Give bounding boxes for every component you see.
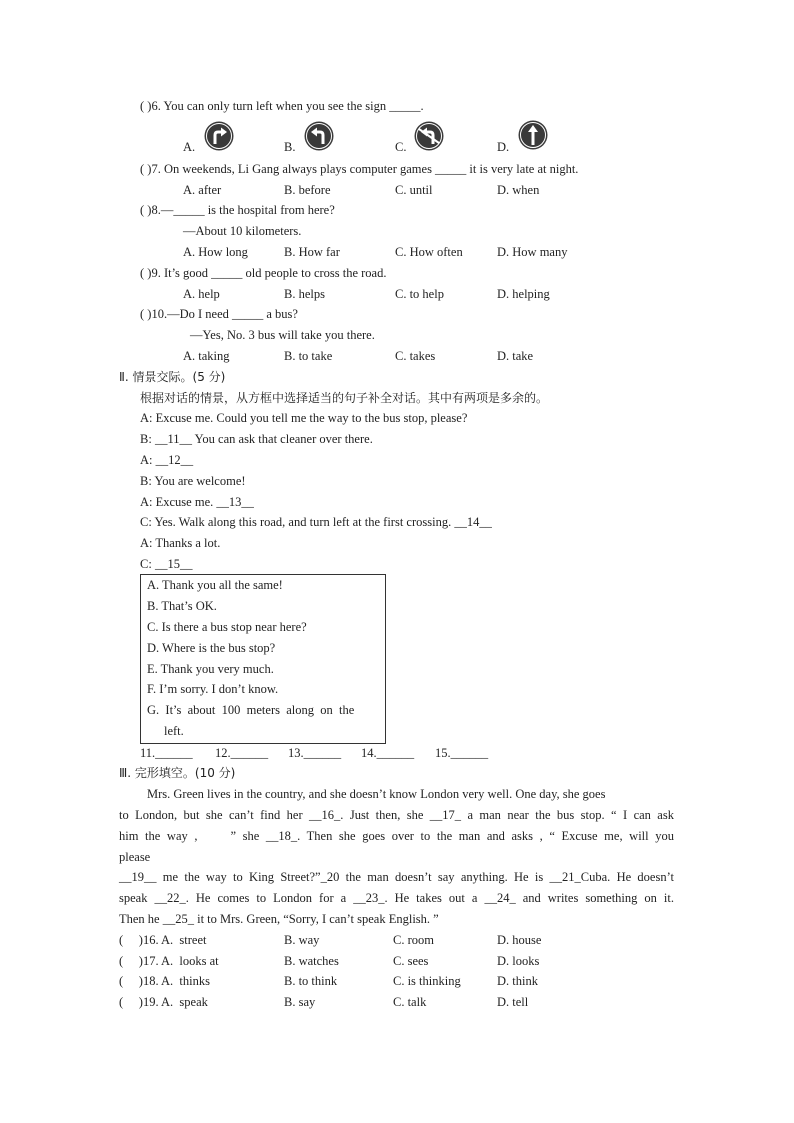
q6-option-a: A.	[183, 140, 196, 154]
q18-stem: ( )18. A. thinks	[119, 974, 210, 988]
q8-option-b: B. How far	[284, 245, 340, 259]
q9-option-a: A. help	[183, 287, 220, 301]
dialogue-line-8: C: __15__	[140, 557, 193, 571]
q10-option-c: C. takes	[395, 349, 436, 363]
blank-15[interactable]: __15__	[154, 557, 193, 571]
dialogue-line-7: A: Thanks a lot.	[140, 536, 221, 550]
q16-option-d: D. house	[497, 933, 542, 947]
box-option-b: B. That’s OK.	[147, 599, 217, 613]
answer-11[interactable]: 11.______	[140, 746, 193, 760]
passage-line-5: __19__ me the way to King Street?”_20 the man doesn’t say anything. He is __21_Cuba. He doesn’t	[119, 870, 675, 884]
section2-instruction: 根据对话的情景，从方框中选择适当的句子补全对话。其中有两项是多余的。	[140, 391, 549, 405]
dialogue-line-5: A: Excuse me. __13__	[140, 495, 254, 509]
passage-line-4: please	[119, 850, 151, 864]
passage-line-3: him the way , ” she __18_. Then she goes over to the man and asks , “ Excuse me, will you	[119, 829, 674, 843]
q10-stem: ( )10.—Do I need _____ a bus?	[140, 307, 298, 321]
blank-16[interactable]: __16_	[309, 808, 341, 822]
dialogue-line-1: A: Excuse me. Could you tell me the way to the bus stop, please?	[140, 411, 468, 425]
q6-option-d: D.	[497, 140, 510, 154]
q17-option-c: C. sees	[393, 954, 429, 968]
q10-option-b: B. to take	[284, 349, 333, 363]
q9-option-b: B. helps	[284, 287, 325, 301]
q18-option-c: C. is thinking	[393, 974, 461, 988]
q9-option-c: C. to help	[395, 287, 444, 301]
blank-17[interactable]: __17_	[429, 808, 462, 822]
passage-line-2: to London, but she can’t find her __16_. Just then, she __17_ a man near the bus stop. “ I can ask	[119, 808, 674, 822]
blank-24[interactable]: __24_	[484, 891, 516, 905]
box-option-e: E. Thank you very much.	[147, 662, 274, 676]
q18-option-d: D. think	[497, 974, 538, 988]
box-option-d: D. Where is the bus stop?	[147, 641, 276, 655]
q10-option-d: D. take	[497, 349, 534, 363]
q17-option-b: B. watches	[284, 954, 339, 968]
box-option-c: C. Is there a bus stop near here?	[147, 620, 307, 634]
dialogue-line-3: A: __12__	[140, 453, 194, 467]
q7-option-a: A. after	[183, 183, 222, 197]
section2-title: Ⅱ. 情景交际。(5 分)	[119, 370, 226, 384]
q10-answer: —Yes, No. 3 bus will take you there.	[190, 328, 375, 342]
q7-stem: ( )7. On weekends, Li Gang always plays computer games _____ it is very late at night.	[140, 162, 579, 176]
q9-stem: ( )9. It’s good _____ old people to cross the road.	[140, 266, 387, 280]
dialogue-line-2: B: __11__ You can ask that cleaner over there.	[140, 432, 373, 446]
turn-left-sign-icon	[304, 121, 334, 151]
q7-option-c: C. until	[395, 183, 433, 197]
answer-13[interactable]: 13.______	[288, 746, 342, 760]
q7-option-b: B. before	[284, 183, 331, 197]
blank-18[interactable]: __18_	[265, 829, 298, 843]
blank-22[interactable]: __22_	[154, 891, 186, 905]
section3-title: Ⅲ. 完形填空。(10 分)	[119, 766, 236, 780]
q19-option-b: B. say	[284, 995, 316, 1009]
q8-option-c: C. How often	[395, 245, 463, 259]
dialogue-line-6: C: Yes. Walk along this road, and turn left at the first crossing. __14__	[140, 515, 492, 529]
q6-stem: ( )6. You can only turn left when you see the sign _____.	[140, 99, 424, 113]
answer-12[interactable]: 12.______	[215, 746, 269, 760]
q8-option-a: A. How long	[183, 245, 248, 259]
q16-option-c: C. room	[393, 933, 434, 947]
q17-option-d: D. looks	[497, 954, 540, 968]
q16-option-b: B. way	[284, 933, 320, 947]
q16-stem: ( )16. A. street	[119, 933, 207, 947]
blank-13[interactable]: __13__	[216, 495, 254, 509]
blank-20[interactable]: _20	[320, 870, 340, 884]
q9-option-d: D. helping	[497, 287, 550, 301]
q17-stem: ( )17. A. looks at	[119, 954, 219, 968]
passage-line-7: Then he __25_ it to Mrs. Green, “Sorry, I can’t speak English. ”	[119, 912, 439, 926]
straight-ahead-sign-icon	[518, 120, 548, 150]
no-left-turn-sign-icon	[414, 121, 444, 151]
q19-option-c: C. talk	[393, 995, 427, 1009]
dialogue-line-4: B: You are welcome!	[140, 474, 246, 488]
q6-option-c: C.	[395, 140, 407, 154]
box-option-g: G. It’s about 100 meters along on the	[147, 703, 355, 717]
blank-21[interactable]: __21_	[549, 870, 581, 884]
turn-right-sign-icon	[204, 121, 234, 151]
box-option-a: A. Thank you all the same!	[147, 578, 283, 592]
q6-option-b: B.	[284, 140, 296, 154]
blank-23[interactable]: __23_	[353, 891, 385, 905]
blank-19[interactable]: __19__	[119, 870, 157, 884]
q7-option-d: D. when	[497, 183, 540, 197]
q8-option-d: D. How many	[497, 245, 568, 259]
box-option-g-cont: left.	[164, 724, 184, 738]
passage-line-6: speak __22_. He comes to London for a __23_. He takes out a __24_ and writes something on it.	[119, 891, 675, 905]
q19-stem: ( )19. A. speak	[119, 995, 208, 1009]
box-option-f: F. I’m sorry. I don’t know.	[147, 682, 279, 696]
q8-stem: ( )8.—_____ is the hospital from here?	[140, 203, 335, 217]
q19-option-d: D. tell	[497, 995, 529, 1009]
blank-25[interactable]: __25_	[162, 912, 194, 926]
q8-answer: —About 10 kilometers.	[183, 224, 302, 238]
blank-14[interactable]: __14__	[454, 515, 492, 529]
answer-14[interactable]: 14.______	[361, 746, 415, 760]
blank-12[interactable]: __12__	[155, 453, 194, 467]
answer-15[interactable]: 15.______	[435, 746, 489, 760]
q18-option-b: B. to think	[284, 974, 338, 988]
blank-11[interactable]: __11__	[154, 432, 192, 446]
passage-line-1: Mrs. Green lives in the country, and she doesn’t know London very well. One day, she goes	[147, 787, 606, 801]
q10-option-a: A. taking	[183, 349, 230, 363]
